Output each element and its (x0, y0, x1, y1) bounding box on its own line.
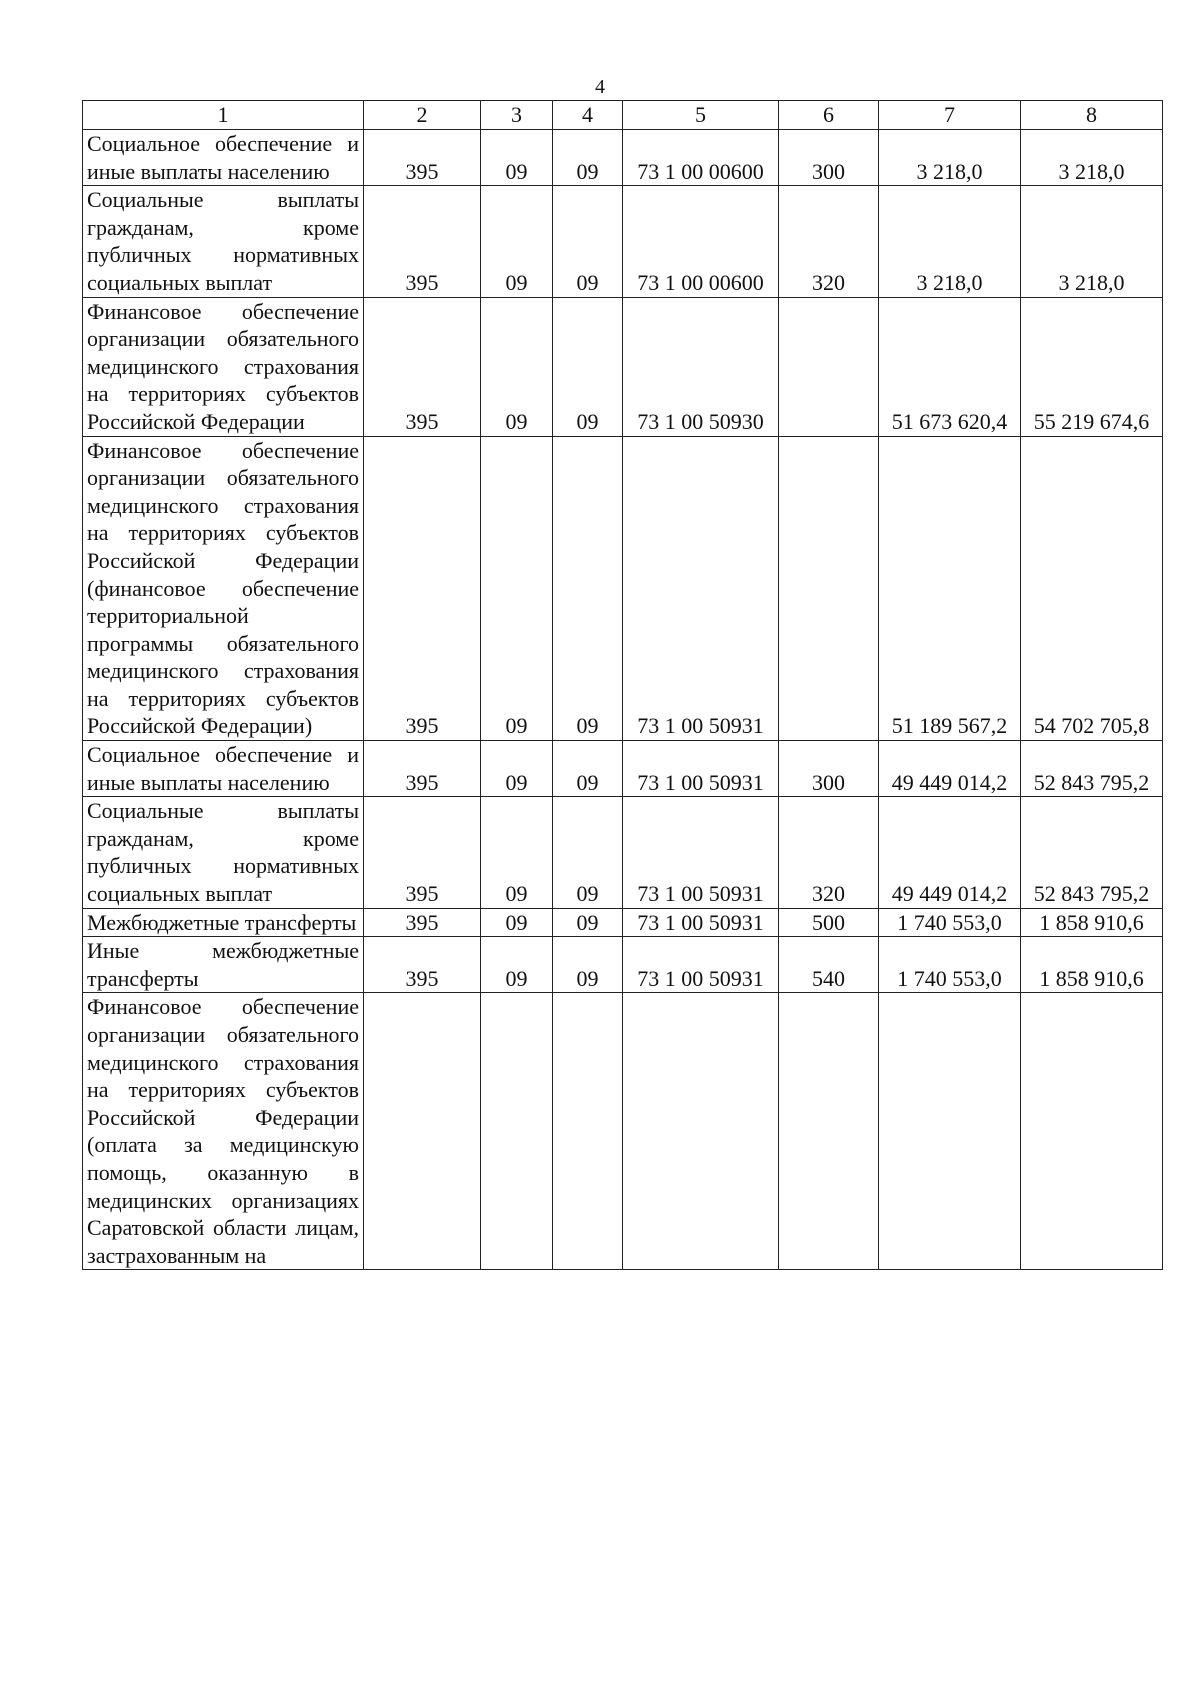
header-cell: 3 (481, 101, 553, 130)
row-target-article: 73 1 00 50931 (623, 937, 779, 993)
table-row (83, 993, 1163, 1270)
table-row (83, 130, 1163, 186)
row-ministry: 395 (364, 937, 481, 993)
row-section (481, 993, 553, 1270)
row-amount-year1 (879, 993, 1021, 1270)
table-row (83, 297, 1163, 436)
header-cell: 5 (623, 101, 779, 130)
row-amount-year2: 52 843 795,2 (1021, 741, 1163, 797)
row-target-article: 73 1 00 50931 (623, 908, 779, 937)
row-name: Межбюджетные трансферты (83, 908, 364, 937)
header-cell: 6 (779, 101, 879, 130)
table-row (83, 797, 1163, 908)
row-name: Социальное обеспечение и иные выплаты населению (83, 130, 364, 186)
page-number: 4 (595, 76, 605, 98)
table-row (83, 186, 1163, 297)
table-row (83, 937, 1163, 993)
row-subsection: 09 (553, 741, 623, 797)
row-name: Социальное обеспечение и иные выплаты населению (83, 741, 364, 797)
row-name: Финансовое обеспечение организации обязательного медицинского страхования на территориях субъектов Российской Федерации (оплата за медицинскую помощь, оказанную в медицинских организациях Саратовской области лицам, застрахованным на (83, 993, 364, 1270)
row-ministry: 395 (364, 908, 481, 937)
row-amount-year2: 54 702 705,8 (1021, 436, 1163, 741)
row-amount-year1: 3 218,0 (879, 186, 1021, 297)
row-ministry: 395 (364, 436, 481, 741)
row-expense-type (779, 297, 879, 436)
row-name: Социальные выплаты гражданам, кроме публичных нормативных социальных выплат (83, 797, 364, 908)
row-section: 09 (481, 937, 553, 993)
row-amount-year2: 3 218,0 (1021, 130, 1163, 186)
header-cell: 7 (879, 101, 1021, 130)
row-name: Финансовое обеспечение организации обязательного медицинского страхования на территориях субъектов Российской Федерации (83, 297, 364, 436)
row-expense-type: 500 (779, 908, 879, 937)
table-row (83, 741, 1163, 797)
row-section: 09 (481, 297, 553, 436)
row-ministry: 395 (364, 297, 481, 436)
row-target-article: 73 1 00 50931 (623, 436, 779, 741)
header-cell: 2 (364, 101, 481, 130)
row-expense-type (779, 436, 879, 741)
row-amount-year2: 1 858 910,6 (1021, 937, 1163, 993)
row-amount-year1: 51 673 620,4 (879, 297, 1021, 436)
row-section: 09 (481, 130, 553, 186)
row-amount-year2 (1021, 993, 1163, 1270)
row-expense-type: 300 (779, 130, 879, 186)
row-amount-year1: 49 449 014,2 (879, 741, 1021, 797)
row-amount-year1: 1 740 553,0 (879, 937, 1021, 993)
row-ministry: 395 (364, 797, 481, 908)
row-amount-year1: 49 449 014,2 (879, 797, 1021, 908)
row-section: 09 (481, 908, 553, 937)
row-subsection: 09 (553, 908, 623, 937)
row-amount-year1: 3 218,0 (879, 130, 1021, 186)
table-row (83, 436, 1163, 741)
table-row (83, 908, 1163, 937)
header-cell: 8 (1021, 101, 1163, 130)
row-subsection: 09 (553, 797, 623, 908)
row-subsection (553, 993, 623, 1270)
row-amount-year1: 51 189 567,2 (879, 436, 1021, 741)
row-section: 09 (481, 741, 553, 797)
row-expense-type: 320 (779, 797, 879, 908)
row-target-article: 73 1 00 50930 (623, 297, 779, 436)
row-ministry: 395 (364, 186, 481, 297)
row-subsection: 09 (553, 937, 623, 993)
row-subsection: 09 (553, 297, 623, 436)
row-subsection: 09 (553, 436, 623, 741)
row-name: Финансовое обеспечение организации обязательного медицинского страхования на территориях субъектов Российской Федерации (финансовое обеспечение территориальной программы обязательного медицинского страхования на территориях субъектов Российской Федерации) (83, 436, 364, 741)
row-section: 09 (481, 436, 553, 741)
row-target-article: 73 1 00 00600 (623, 130, 779, 186)
row-expense-type: 300 (779, 741, 879, 797)
header-cell: 4 (553, 101, 623, 130)
row-name: Социальные выплаты гражданам, кроме публичных нормативных социальных выплат (83, 186, 364, 297)
row-target-article: 73 1 00 50931 (623, 741, 779, 797)
row-target-article: 73 1 00 00600 (623, 186, 779, 297)
header-row (83, 101, 1163, 130)
row-amount-year2: 1 858 910,6 (1021, 908, 1163, 937)
row-target-article: 73 1 00 50931 (623, 797, 779, 908)
budget-table (82, 100, 1163, 1270)
row-amount-year2: 3 218,0 (1021, 186, 1163, 297)
row-amount-year1: 1 740 553,0 (879, 908, 1021, 937)
row-name: Иные межбюджетные трансферты (83, 937, 364, 993)
row-subsection: 09 (553, 186, 623, 297)
row-expense-type (779, 993, 879, 1270)
row-ministry (364, 993, 481, 1270)
row-section: 09 (481, 797, 553, 908)
row-target-article (623, 993, 779, 1270)
row-section: 09 (481, 186, 553, 297)
row-expense-type: 540 (779, 937, 879, 993)
row-ministry: 395 (364, 741, 481, 797)
row-ministry: 395 (364, 130, 481, 186)
row-amount-year2: 55 219 674,6 (1021, 297, 1163, 436)
row-amount-year2: 52 843 795,2 (1021, 797, 1163, 908)
row-subsection: 09 (553, 130, 623, 186)
header-cell: 1 (83, 101, 364, 130)
row-expense-type: 320 (779, 186, 879, 297)
